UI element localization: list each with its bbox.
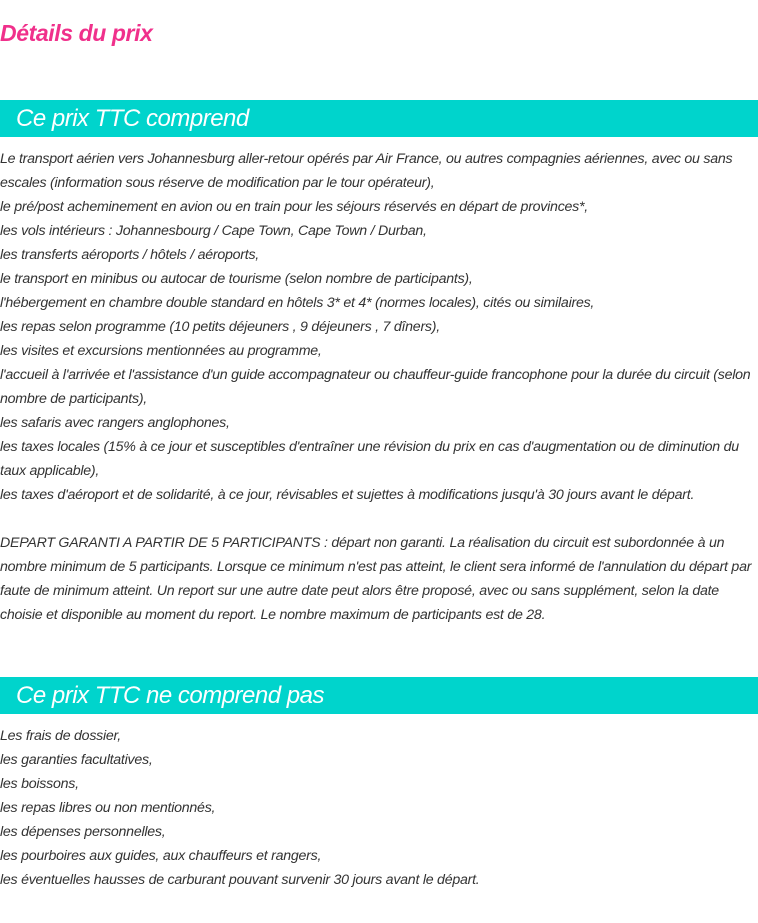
list-item: les repas selon programme (10 petits déjeuners , 9 déjeuners , 7 dîners),: [0, 319, 440, 335]
list-item: les vols intérieurs : Johannesbourg / Cape Town, Cape Town / Durban,: [0, 223, 427, 239]
includes-section-header: Ce prix TTC comprend: [0, 100, 758, 137]
list-item: les dépenses personnelles,: [0, 824, 166, 840]
list-item: les repas libres ou non mentionnés,: [0, 800, 216, 816]
list-item: Les frais de dossier,: [0, 728, 121, 744]
list-item: l'accueil à l'arrivée et l'assistance d'un guide accompagnateur ou chauffeur-guide francophone pour la durée du circuit (selon nombre de participants),: [0, 367, 751, 407]
list-item: le pré/post acheminement en avion ou en train pour les séjours réservés en départ de provinces*,: [0, 199, 588, 215]
list-item: les visites et excursions mentionnées au programme,: [0, 343, 322, 359]
list-item: les garanties facultatives,: [0, 752, 153, 768]
list-item: le transport en minibus ou autocar de tourisme (selon nombre de participants),: [0, 271, 473, 287]
departure-guarantee-note: DEPART GARANTI A PARTIR DE 5 PARTICIPANTS : départ non garanti. La réalisation du circuit est subordonnée à un nombre minimum de 5 participants. Lorsque ce minimum n'est pas atteint, le client sera informé de l'annulation du départ par faute de minimum atteint. Un report sur une autre date peut alors être proposé, avec ou sans supplément, selon la date choisie et disponible au moment du report. Le nombre maximum de participants est de 28.: [0, 535, 752, 623]
list-item: Le transport aérien vers Johannesburg aller-retour opérés par Air France, ou autres compagnies aériennes, avec ou sans escales (information sous réserve de modification par le tour opérateur),: [0, 151, 733, 191]
excludes-list: [0, 724, 758, 892]
list-item: les pourboires aux guides, aux chauffeurs et rangers,: [0, 848, 322, 864]
page-title: Détails du prix: [0, 20, 153, 46]
excludes-section-header: Ce prix TTC ne comprend pas: [0, 677, 758, 714]
list-item: les éventuelles hausses de carburant pouvant survenir 30 jours avant le départ.: [0, 872, 480, 888]
list-item: les transferts aéroports / hôtels / aéroports,: [0, 247, 259, 263]
list-item: les taxes d'aéroport et de solidarité, à ce jour, révisables et sujettes à modifications jusqu'à 30 jours avant le départ.: [0, 487, 695, 503]
list-item: les taxes locales (15% à ce jour et susceptibles d'entraîner une révision du prix en cas d'augmentation ou de diminution du taux applicable),: [0, 439, 739, 479]
list-item: les boissons,: [0, 776, 79, 792]
includes-list: [0, 147, 758, 507]
list-item: l'hébergement en chambre double standard en hôtels 3* et 4* (normes locales), cités ou similaires,: [0, 295, 595, 311]
list-item: les safaris avec rangers anglophones,: [0, 415, 230, 431]
